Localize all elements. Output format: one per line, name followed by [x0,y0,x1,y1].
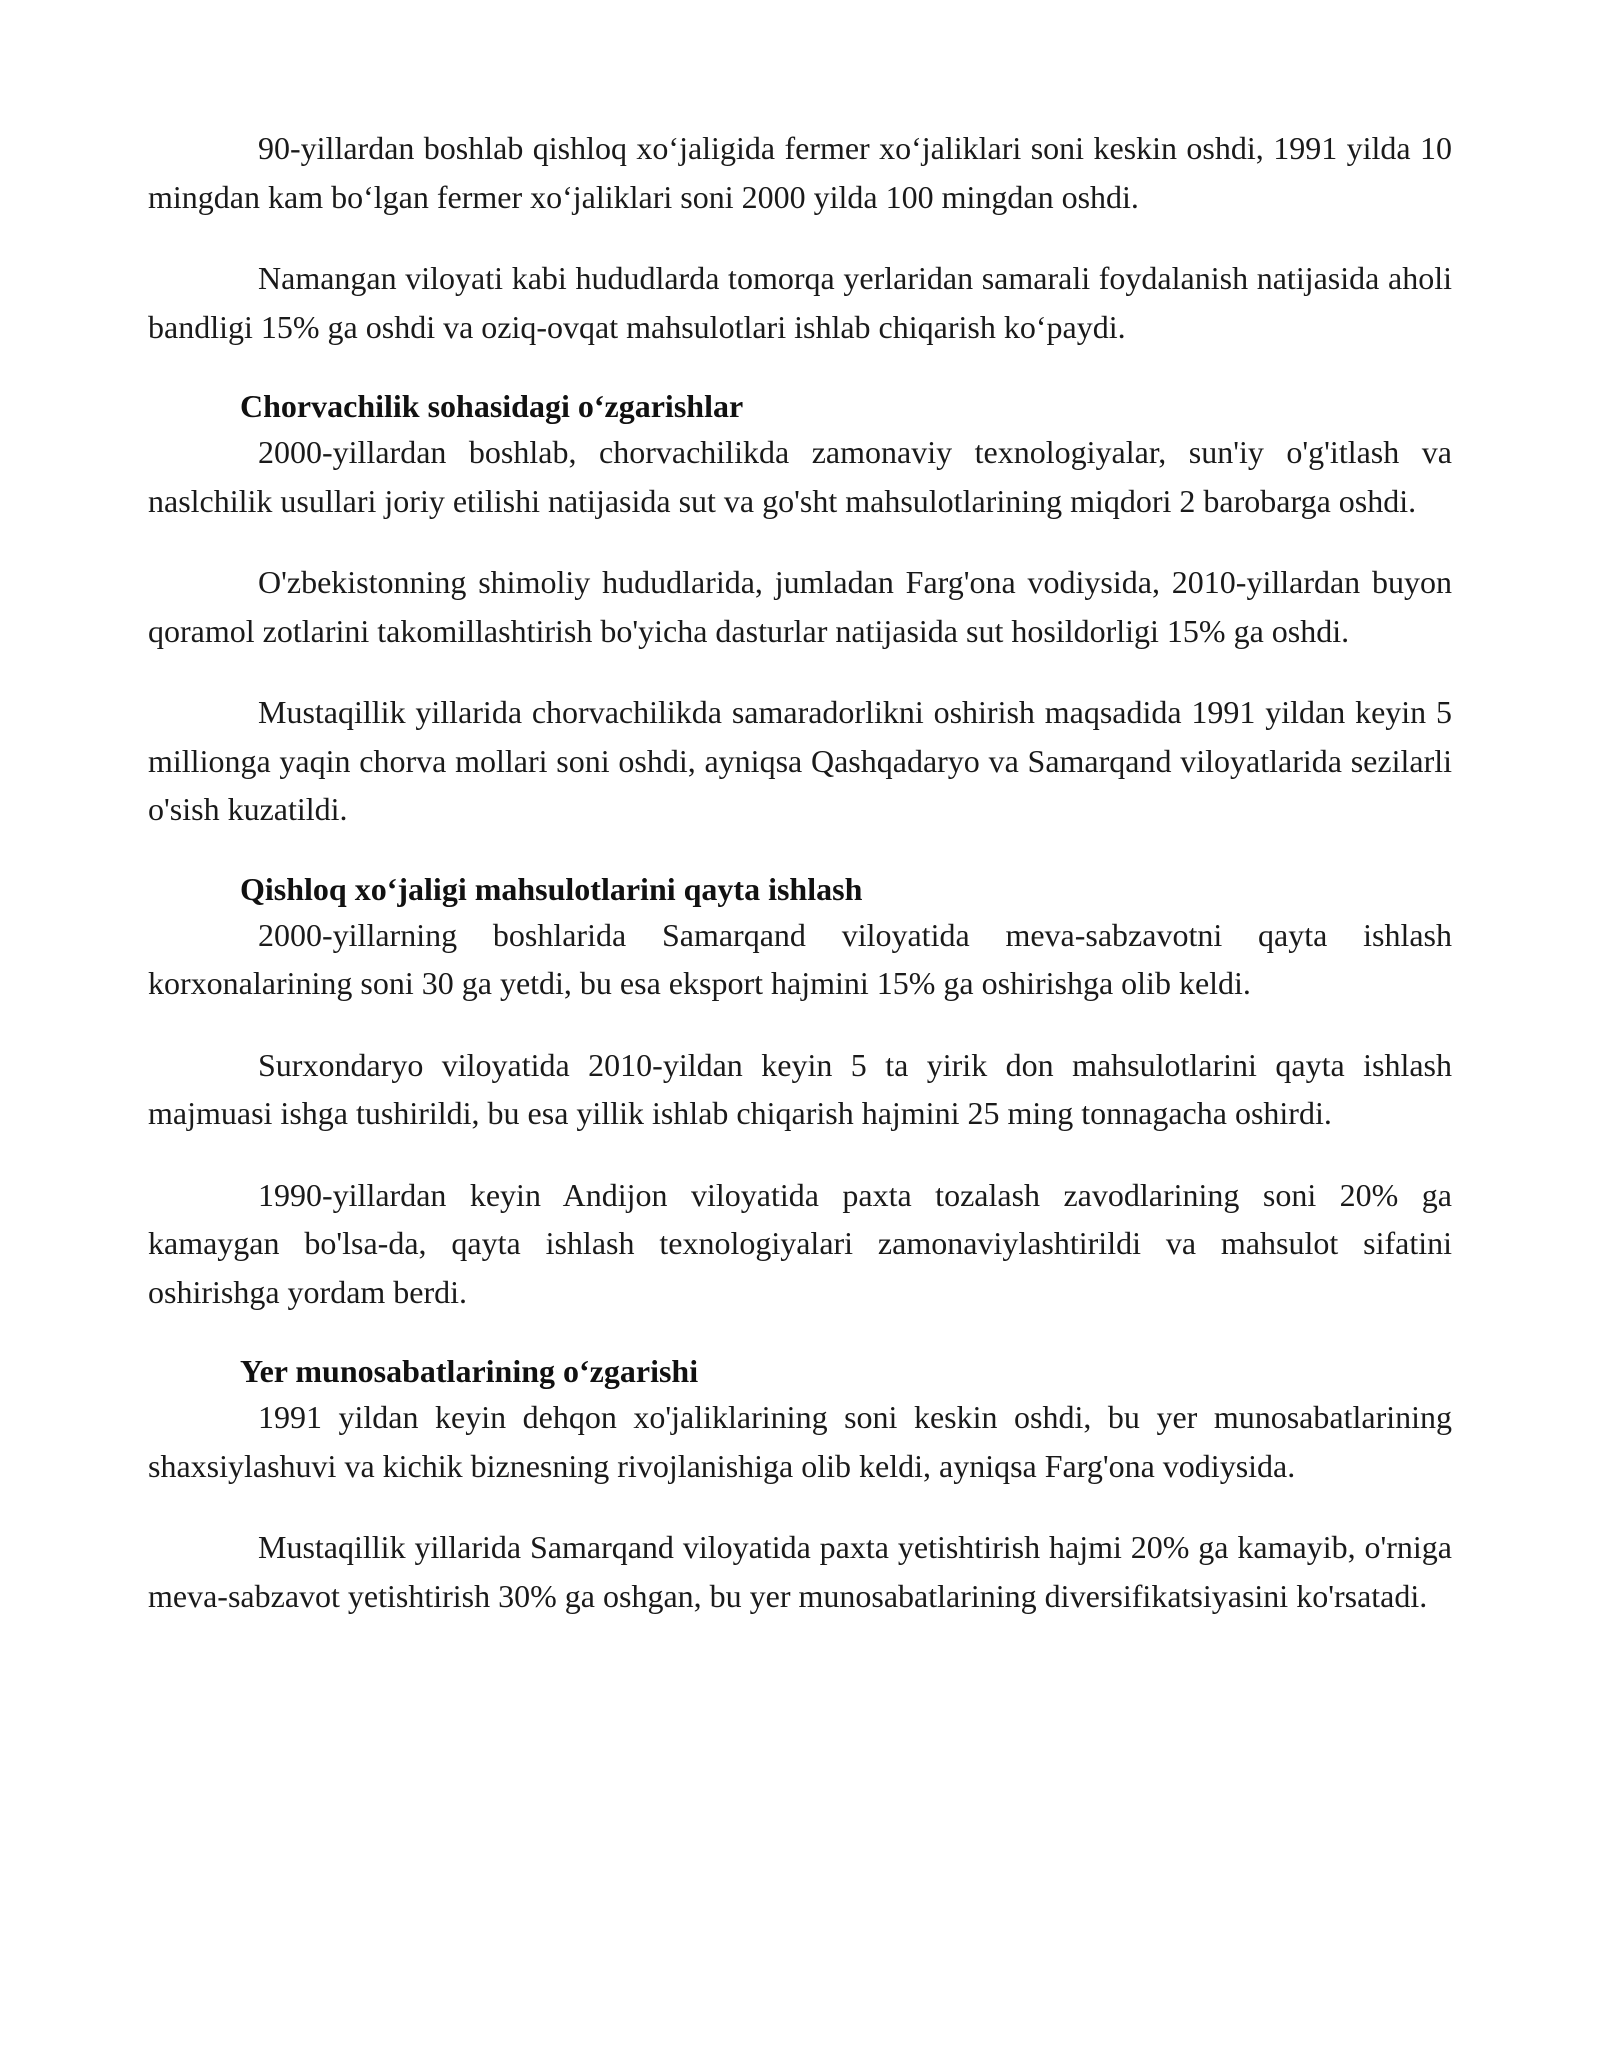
section-heading-processing: Qishloq xoʻjaligi mahsulotlarini qayta ishlash [240,870,863,907]
paragraph-andijon-cotton: 1990-yillardan keyin Andijon viloyatida paxta tozalash zavodlarining soni 20% ga kamaygan bo'lsa-da, qayta ishlash texnologiyalari zamonaviylashtirildi va mahsulot sifatini oshirishga yordam berdi. [148,1176,1452,1310]
paragraph-diversification: Mustaqillik yillarida Samarqand viloyatida paxta yetishtirish hajmi 20% ga kamayib, o'rniga meva-sabzavot yetishtirish 30% ga oshgan, bu yer munosabatlarining diversifikatsiyasini ko'rsatadi. [148,1529,1452,1614]
paragraph-livestock-technology: 2000-yillardan boshlab, chorvachilikda zamonaviy texnologiyalar, sun'iy o'g'itlash va naslchilik usullari joriy etilishi natijasida sut va go'sht mahsulotlarining miqdori 2 barobarga oshdi. [148,434,1452,519]
paragraph-surxondaryo-grain: Surxondaryo viloyatida 2010-yildan keyin 5 ta yirik don mahsulotlarini qayta ishlash majmuasi ishga tushirildi, bu esa yillik ishlab chiqarish hajmini 25 ming tonnagacha oshirdi. [148,1046,1452,1131]
paragraph-namangan-employment: Namangan viloyati kabi hududlarda tomorqa yerlaridan samarali foydalanish natijasida aholi bandligi 15% ga oshdi va oziq-ovqat mahsulotlari ishlab chiqarish koʻpaydi. [148,260,1452,345]
paragraph-livestock-count: Mustaqillik yillarida chorvachilikda samaradorlikni oshirish maqsadida 1991 yildan keyin 5 millionga yaqin chorva mollari soni oshdi, ayniqsa Qashqadaryo va Samarqand viloyatlarida sezilarli o'sish kuzatildi. [148,694,1452,827]
paragraph-dehqon-farms: 1991 yildan keyin dehqon xo'jaliklarining soni keskin oshdi, bu yer munosabatlarining shaxsiylashuvi va kichik biznesning rivojlanishiga olib keldi, ayniqsa Farg'ona vodiysida. [148,1399,1452,1484]
section-heading-livestock: Chorvachilik sohasidagi oʻzgarishlar [240,388,744,424]
paragraph-farms-growth: 90-yillardan boshlab qishloq xoʻjaligida fermer xoʻjaliklari soni keskin oshdi, 1991 yilda 10 mingdan kam boʻlgan fermer xoʻjaliklari soni 2000 yilda 100 mingdan oshdi. [148,130,1452,215]
paragraph-cattle-breeding: O'zbekistonning shimoliy hududlarida, jumladan Farg'ona vodiysida, 2010-yillardan buyon qoramol zotlarini takomillashtirish bo'yicha dasturlar natijasida sut hosildorligi 15% ga oshdi. [148,564,1452,649]
document-page [148,124,1452,1620]
section-heading-land: Yer munosabatlarining oʻzgarishi [240,1353,699,1389]
paragraph-samarkand-processing: 2000-yillarning boshlarida Samarqand viloyatida meva-sabzavotni qayta ishlash korxonalarining soni 30 ga yetdi, bu esa eksport hajmini 15% ga oshirishga olib keldi. [148,916,1452,1001]
